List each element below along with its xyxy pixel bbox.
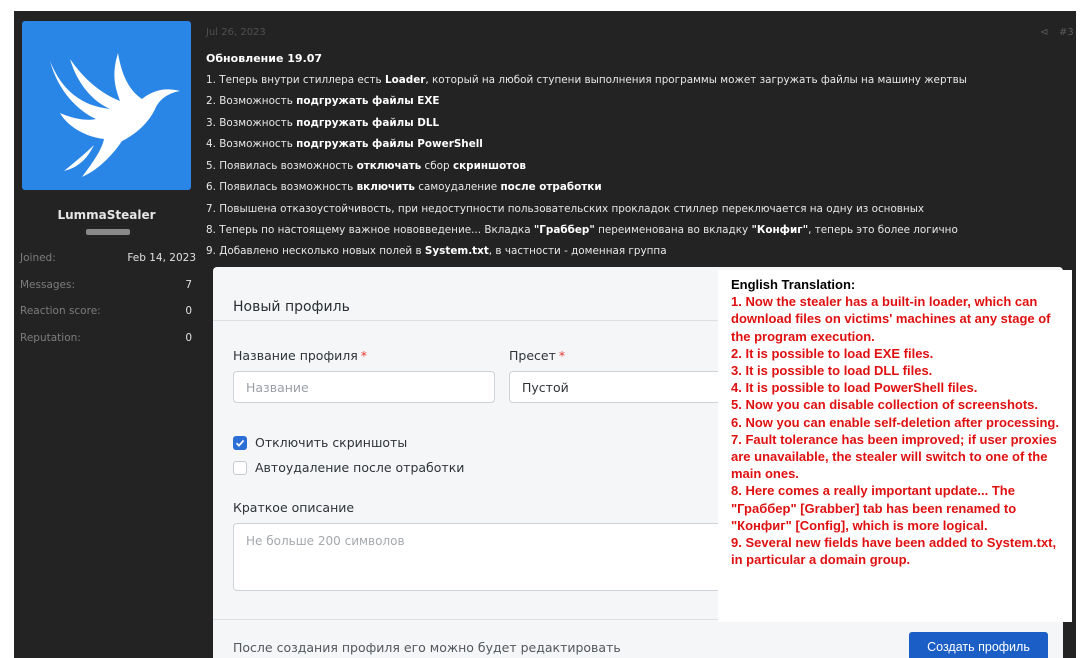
post-date[interactable]: Jul 26, 2023	[206, 27, 266, 38]
forum-page	[14, 11, 1076, 658]
translation-item: 8. Here comes a really important update... The "Граббер" [Grabber] tab has been renamed to "Конфиг" [Config], which is more logical.	[731, 483, 1017, 533]
stat-reaction-score	[20, 305, 192, 317]
description-label: Краткое описание	[233, 500, 355, 515]
stat-value: 0	[185, 305, 192, 317]
stat-joined	[20, 252, 196, 264]
translation-item: 5. Now you can disable collection of screenshots.	[731, 397, 1039, 413]
create-profile-button[interactable]: Создать профиль	[909, 632, 1048, 658]
stat-value: 7	[185, 279, 192, 291]
auto-delete-checkbox[interactable]	[233, 460, 464, 475]
panel-footer	[213, 619, 1063, 658]
translation-item: 6. Now you can enable self-deletion after processing.	[731, 414, 1059, 430]
translation-item: 3. It is possible to load DLL files.	[731, 363, 933, 379]
share-icon[interactable]: ⊲	[1040, 27, 1049, 38]
checkbox-label: Автоудаление после отработки	[255, 460, 465, 475]
preset-label: Пресет *	[509, 348, 566, 363]
profile-name-label: Название профиля *	[233, 348, 368, 363]
stat-value: 0	[185, 332, 192, 344]
translation-item: 4. It is possible to load PowerShell files.	[731, 380, 978, 396]
panel-title: Новый профиль	[233, 299, 350, 315]
translation-heading: English Translation:	[731, 277, 856, 292]
post-line: 4. Возможность подгружать файлы PowerShell	[206, 138, 483, 150]
post-line: 8. Теперь по настоящему важное нововведение... Вкладка "Граббер" переименована во вкладку "Конфиг", теперь это более логично	[206, 224, 958, 236]
post-heading: Обновление 19.07	[206, 52, 323, 65]
avatar[interactable]	[22, 21, 191, 190]
checkbox-label: Отключить скриншоты	[255, 435, 408, 450]
bird-logo-icon	[22, 21, 191, 190]
post-line: 3. Возможность подгружать файлы DLL	[206, 117, 440, 129]
footer-note: После создания профиля его можно будет редактировать	[233, 640, 621, 655]
checkbox-checked-icon[interactable]	[233, 436, 247, 450]
checkbox-unchecked-icon[interactable]	[233, 461, 247, 475]
post-line: 5. Появилась возможность отключать сбор скриншотов	[206, 160, 526, 172]
translation-item: 9. Several new fields have been added to System.txt, in particular a domain group.	[731, 535, 1057, 568]
stat-label: Reaction score:	[20, 305, 101, 317]
stat-messages	[20, 279, 192, 291]
user-title-redacted	[86, 229, 130, 235]
translation-item: 7. Fault tolerance has been improved; if user proxies are unavailable, the stealer will switch to one of the main ones.	[731, 431, 1057, 482]
stat-value: Feb 14, 2023	[127, 252, 196, 264]
stat-label: Messages:	[20, 279, 76, 291]
profile-name-input[interactable]: Название	[233, 371, 495, 403]
post-line: 7. Повышена отказоустойчивость, при недоступности пользовательских прокладок стиллер переключается на одну из основных	[206, 203, 925, 215]
stat-label: Joined:	[20, 252, 56, 264]
english-translation-box	[718, 270, 1072, 622]
username[interactable]: LummaStealer	[57, 208, 156, 222]
stat-label: Reputation:	[20, 332, 81, 344]
post-line: 9. Добавлено несколько новых полей в System.txt, в частности - доменная группа	[206, 245, 667, 257]
translation-item: 2. It is possible to load EXE files.	[731, 345, 934, 361]
post-number[interactable]: #3	[1059, 27, 1074, 38]
stat-reputation	[20, 332, 192, 344]
disable-screenshots-checkbox[interactable]	[233, 435, 407, 450]
post-line: 6. Появилась возможность включить самоудаление после отработки	[206, 181, 602, 193]
textarea-placeholder: Не больше 200 символов	[246, 534, 405, 548]
post-line: 2. Возможность подгружать файлы EXE	[206, 95, 440, 107]
post-line: 1. Теперь внутри стиллера есть Loader, который на любой ступени выполнения программы может загружать файлы на машину жертвы	[206, 74, 967, 86]
preset-select[interactable]: Пустой	[509, 371, 769, 403]
translation-item: 1. Now the stealer has a built-in loader, which can download files on victims' machines at any stage of the program execution.	[731, 294, 1051, 344]
